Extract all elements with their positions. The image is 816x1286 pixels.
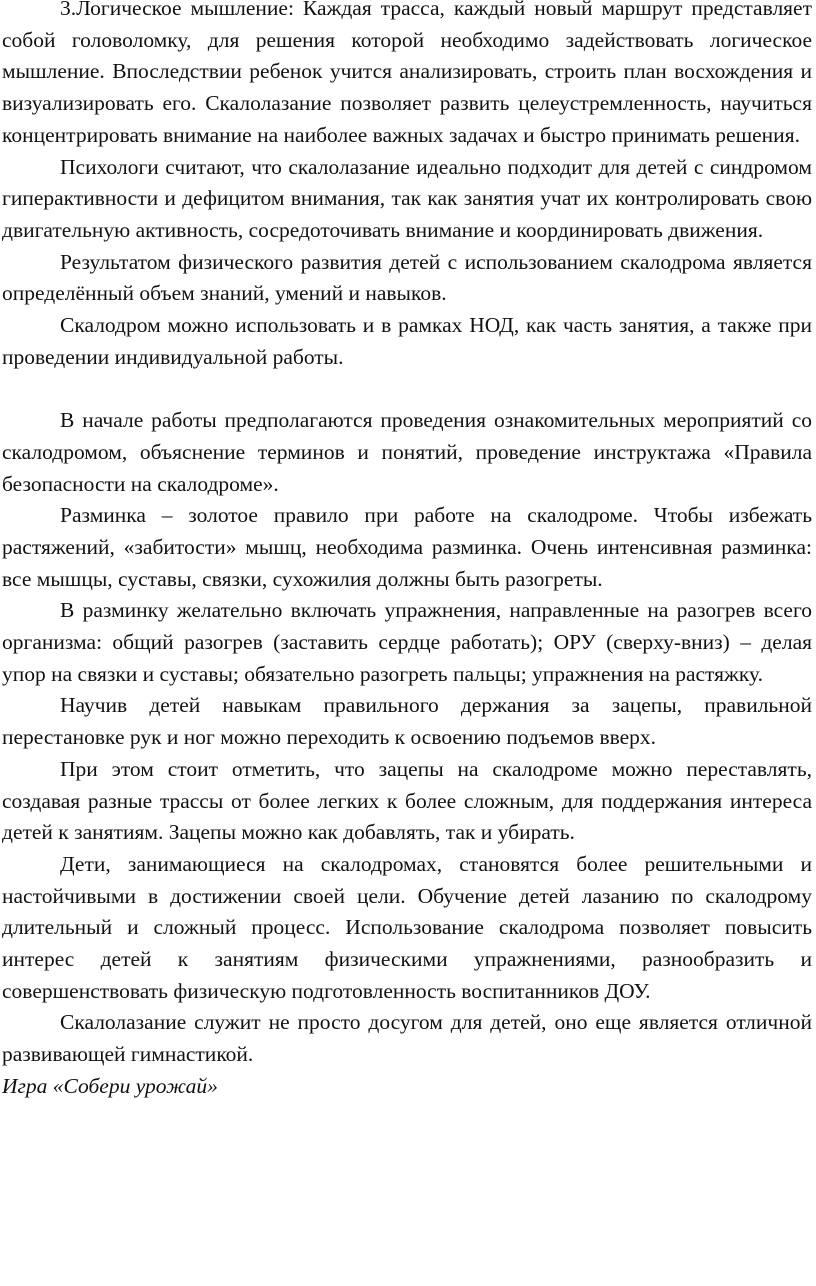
paragraph-psychologists: Психологи считают, что скалолазание идеально подходит для детей с синдромом гиперактивности и дефицитом внимания, так как занятия учат их контролировать свою двигательную активность, сосредоточивать внимание и координировать движения. (2, 154, 812, 242)
paragraph-conclusion: Скалолазание служит не просто досугом для детей, оно еще является отличной развивающей гимнастикой. (2, 1010, 812, 1067)
paragraph-results: Результатом физического развития детей с использованием скалодрома является определённый объем знаний, умений и навыков. (2, 249, 812, 306)
paragraph-start-of-work: В начале работы предполагаются проведения ознакомительных мероприятий со скалодромом, объяснение терминов и понятий, проведение инструктажа «Правила безопасности на скалодроме». (2, 408, 812, 496)
paragraph-usage: Скалодром можно использовать и в рамках НОД, как часть занятия, а также при проведении индивидуальной работы. (2, 313, 812, 369)
paragraph-holds-training: Научив детей навыкам правильного держания за зацепы, правильной перестановке рук и ног можно переходить к освоению подъемов вверх. (2, 693, 812, 750)
blank-line (2, 373, 812, 405)
paragraph-children-benefits: Дети, занимающиеся на скалодромах, становятся более решительными и настойчивыми в достижении своей цели. Обучение детей лазанию по скалодрому длительный и сложный процесс. Использование скалодрома позволяет повысить интерес детей к занятиям физическими упражнениями, разнообразить и совершенствовать физическую подготовленность воспитанников ДОУ. (2, 851, 812, 1003)
paragraph-logical-thinking: 3.Логическое мышление: Каждая трасса, каждый новый маршрут представляет собой головоломку, для решения которой необходимо задействовать логическое мышление. Впоследствии ребенок учится анализировать, строить план восхождения и визуализировать его. Скалолазание позволяет развить целеустремленность, научиться концентрировать внимание на наиболее важных задачах и быстро принимать решения. (2, 0, 812, 147)
paragraph-holds-rearrange: При этом стоит отметить, что зацепы на скалодроме можно переставлять, создавая разные трассы от более легких к более сложным, для поддержания интереса детей к занятиям. Зацепы можно как добавлять, так и убирать. (2, 756, 812, 845)
paragraph-warmup-exercises: В разминку желательно включать упражнения, направленные на разогрев всего организма: общий разогрев (заставить сердце работать); ОРУ (сверху-вниз) – делая упор на связки и суставы; обязательно разогреть пальцы; упражнения на растяжку. (2, 598, 812, 686)
game-title-caption: Игра «Собери урожай» (2, 1073, 218, 1098)
paragraph-warmup-rule: Разминка – золотое правило при работе на скалодроме. Чтобы избежать растяжений, «забитости» мышц, необходима разминка. Очень интенсивная разминка: все мышцы, суставы, связки, сухожилия должны быть разогреты. (2, 503, 812, 591)
